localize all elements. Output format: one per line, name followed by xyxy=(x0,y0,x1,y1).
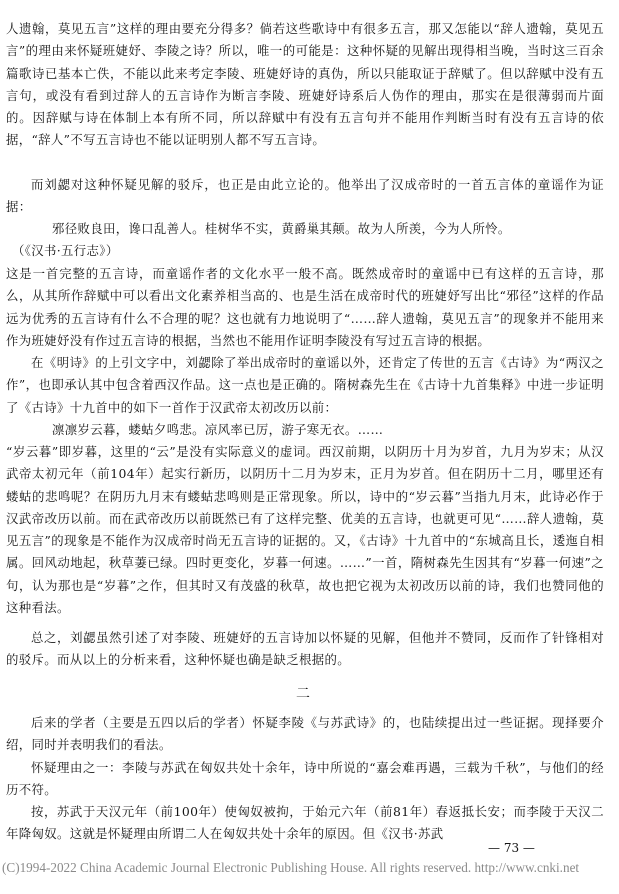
section-heading: 二 xyxy=(296,686,310,702)
paragraph-text: 按，苏武于天汉元年（前100年）使匈奴被拘，于始元六年（前81年）春返抵长安；而李陵于天汉二年降匈奴。这就是怀疑理由所谓二人在匈奴共处十余年的原因。但《汉书·苏武 xyxy=(6,804,604,842)
paragraph-text: 总之，刘勰虽然引述了对李陵、班婕妤的五言诗加以怀疑的见解，但他并不赞同，反而作了针锋相对的驳斥。而从以上的分析来看，这种怀疑也确是缺乏根据的。 xyxy=(6,630,604,668)
copyright-footer: (C)1994-2022 China Academic Journal Electronic Publishing House. All rights reserved. http://www.cnki.net xyxy=(2,860,580,875)
paragraph-text: 怀疑理由之一：李陵与苏武在匈奴共处十余年，诗中所说的“嘉会难再遇，三载为千秋”，与他们的经历不符。 xyxy=(6,760,604,798)
block-quote: 邪径败良田，谗口乱善人。桂树华不实，黄爵巢其颠。故为人所羡，今为人所怜。 xyxy=(52,221,511,236)
paragraph-text: 后来的学者（主要是五四以后的学者）怀疑李陵《与苏武诗》的，也陆续提出过一些证据。现择要介绍，同时并表明我们的看法。 xyxy=(6,715,604,753)
paragraph-text: 这是一首完整的五言诗，而童谣作者的文化水平一般不高。既然成帝时的童谣中已有这样的五言诗，那么，从其所作辞赋中可以看出文化素养相当高的、也是生活在成帝时代的班婕妤写出比“邪径”这样的作品远为优秀的五言诗有什么不合理的呢？这也就有力地说明了“……辞人遗翰，莫见五言”的现象并不能用来作为班婕妤没有作过五言诗的根据，当然也不能用作证明李陵没有写过五言诗的根据。 xyxy=(6,266,604,348)
paragraph-text: 在《明诗》的上引文字中，刘勰除了举出成帝时的童谣以外，还肯定了传世的五言《古诗》为“两汉之作”，也即承认其中包含着西汉作品。这一点也是正确的。隋树森先生在《古诗十九首集释》中进一步证明了《古诗》十九首中的如下一首作于汉武帝太初改历以前： xyxy=(6,355,604,415)
paragraph-text: “岁云暮”即岁暮，这里的“云”是没有实际意义的虚词。西汉前期，以阴历十月为岁首，九月为岁末；从汉武帝太初元年（前104年）起实行新历，以阴历十二月为岁末，正月为岁首。但在阴历十二月，哪里还有蝼蛄的悲鸣呢？在阴历九月末有蝼蛄悲鸣则是正常现象。所以，诗中的“岁云暮”当指九月末，此诗必作于汉武帝改历以前。而在武帝改历以前既然已有了这样完整、优美的五言诗，也就更可见“……辞人遗翰，莫见五言”的现象是不能作为汉成帝时尚无五言诗的证据的。又，《古诗》十九首中的“东城高且长，逶迤自相属。回风动地起，秋草萋已绿。四时更变化，岁暮一何速。……”一首，隋树森先生因其有“岁暮一何速”之句，认为那也是“岁暮”之作，但其时又有茂盛的秋草，故也把它视为太初改历以前的诗，我们也赞同他的这种看法。 xyxy=(6,444,604,616)
page-number: — 73 — xyxy=(488,841,535,855)
paragraph-text: 人遗翰，莫见五言”这样的理由要充分得多？倘若这些歌诗中有很多五言，那又怎能以“辞人遗翰，莫见五言”的理由来怀疑班婕妤、李陵之诗？所以，唯一的可能是：这种怀疑的见解出现得相当晚，当时这三百余篇歌诗已基本亡佚，不能以此来考定李陵、班婕妤诗的真伪，所以只能取证于辞赋了。但以辞赋中没有五言句，或没有看到过辞人的五言诗作为断言李陵、班婕妤诗系后人伪作的理由，那实在是很薄弱而片面的。因辞赋与诗在体制上本有所不同，所以辞赋中有没有五言句并不能用作判断当时有没有五言诗的依据，“辞人”不写五言诗也不能以证明别人都不写五言诗。 xyxy=(6,21,604,148)
quote-source: （《汉书·五行志》） xyxy=(12,243,119,258)
block-quote: 凛凛岁云暮，蝼蛄夕鸣悲。凉风率已厉，游子寒无衣。…… xyxy=(52,422,384,437)
paragraph-text: 而刘勰对这种怀疑见解的驳斥，也正是由此立论的。他举出了汉成帝时的一首五言体的童谣作为证据： xyxy=(6,177,604,215)
